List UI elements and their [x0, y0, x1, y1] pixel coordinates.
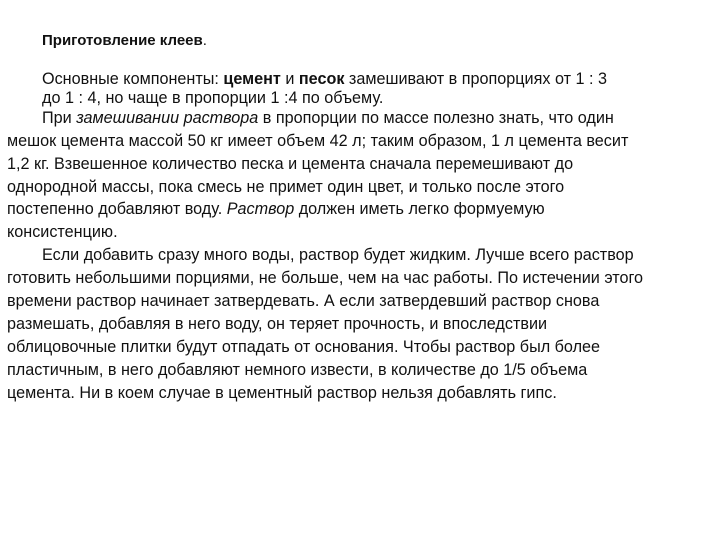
- term-mixing: замешивании раствора: [76, 109, 259, 127]
- para1-text-4: должен иметь легко формуемую: [294, 200, 545, 218]
- title-text: Приготовление клеев: [42, 32, 203, 49]
- para2-line-6: пластичным, в него добавляют немного извести, в количестве до 1/5 объема: [7, 361, 588, 379]
- para2-line-5: облицовочные плитки будут отпадать от основания. Чтобы раствор был более: [7, 338, 601, 356]
- para1-text-1: При: [42, 109, 77, 127]
- para1-line-5: [7, 199, 545, 219]
- para1-line-3: 1,2 кг. Взвешенное количество песка и цемента сначала перемешивают до: [7, 155, 574, 173]
- intro-line-1: [42, 69, 607, 89]
- term-sand: песок: [298, 70, 345, 88]
- intro-text-2: и: [280, 70, 299, 88]
- para2-line-2: готовить небольшими порциями, не больше, чем на час работы. По истечении этого: [7, 269, 644, 287]
- intro-text-1: Основные компоненты:: [42, 70, 224, 88]
- para1-line-2: мешок цемента массой 50 кг имеет объем 42 л; таким образом, 1 л цемента весит: [7, 132, 629, 150]
- para2-line-1: Если добавить сразу много воды, раствор будет жидким. Лучше всего раствор: [42, 246, 634, 264]
- para1-text-3: постепенно добавляют воду.: [7, 200, 227, 218]
- term-cement: цемент: [223, 70, 281, 88]
- intro-line-2: до 1 : 4, но чаще в пропорции 1 :4 по объему.: [42, 89, 384, 107]
- para2-line-7: цемента. Ни в коем случае в цементный раствор нельзя добавлять гипс.: [7, 384, 557, 402]
- para2-line-3: времени раствор начинает затвердевать. А если затвердевший раствор снова: [7, 292, 600, 310]
- para1-text-2: в пропорции по массе полезно знать, что один: [258, 109, 614, 127]
- para2-line-4: размешать, добавляя в него воду, он теряет прочность, и впоследствии: [7, 315, 548, 333]
- para1-line-6: консистенцию.: [7, 223, 118, 241]
- term-mortar: Раствор: [226, 200, 295, 218]
- para1-line-4: однородной массы, пока смесь не примет один цвет, и только после этого: [7, 178, 565, 196]
- document-title: [42, 31, 207, 51]
- para1-line-1: [42, 108, 614, 128]
- intro-text-3: замешивают в пропорциях от 1 : 3: [344, 70, 608, 88]
- title-period: .: [202, 32, 207, 49]
